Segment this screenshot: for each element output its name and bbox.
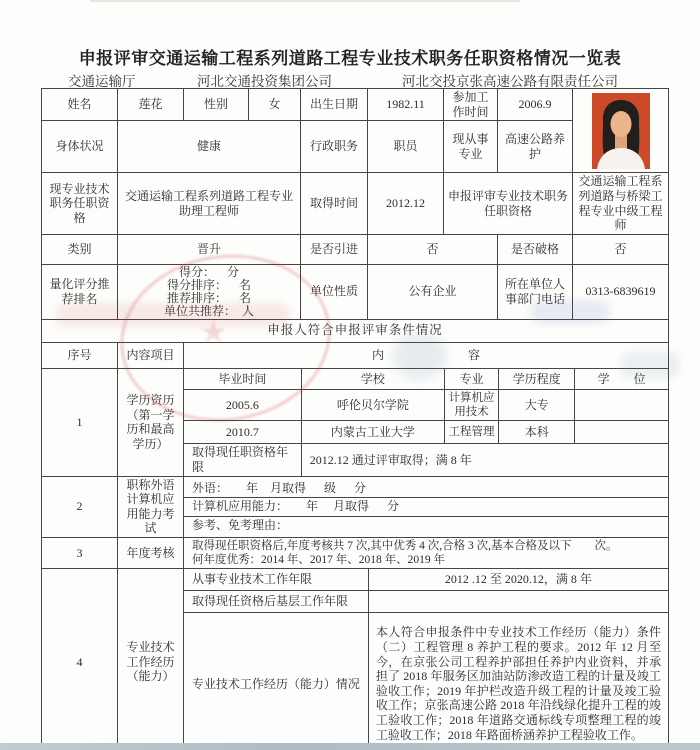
work-unit-name: 河北交投京张高速公路有限责任公司: [402, 74, 618, 89]
admin-post-label: 行政职务: [301, 121, 368, 173]
computer-ability-line: 计算机应用能力： 年 月取得 分: [184, 497, 668, 516]
content-column-header: 内 容: [184, 342, 669, 368]
item-column-header: 内容项目: [118, 342, 184, 368]
current-profession-value: 高速公路养护: [498, 121, 573, 173]
experience-label: 专业技术工作经历（能力）: [118, 569, 184, 750]
score-ranking-values: [118, 264, 301, 319]
degree-value: [575, 421, 668, 444]
gender-label: 性别: [184, 89, 249, 121]
education-subtable: [184, 369, 668, 476]
unit-recommend-line: 单位共推荐： 人: [163, 303, 254, 318]
conditions-section-title: 申报人符合申报评审条件情况: [42, 319, 669, 342]
seq-column-header: 序号: [42, 342, 118, 368]
obtain-time-value: 2012.12: [368, 173, 444, 235]
education-seq: 1: [42, 368, 118, 476]
scan-artifact-line: [90, 0, 520, 2]
obtain-time-label: 取得时间: [301, 173, 368, 235]
current-title-label: 现专业技术职务任职资格: [42, 173, 118, 235]
grad-time-header: 毕业时间: [184, 369, 301, 390]
current-title-value: 交通运输工程系列道路工程专业助理工程师: [118, 173, 301, 235]
major-value: 计算机应用技术: [445, 390, 499, 421]
birth-date-value: 1982.11: [368, 89, 444, 121]
gender-value: 女: [249, 89, 301, 121]
assessment-text: [184, 538, 669, 569]
scan-edge-strip: [0, 743, 700, 750]
assessment-seq: 3: [42, 538, 118, 569]
work-start-value: 2006.9: [498, 89, 573, 121]
id-photo-cell: [573, 89, 669, 173]
grad-time-value: 2005.6: [184, 390, 301, 421]
major-header: 专业: [445, 369, 499, 390]
health-value: 健康: [118, 121, 301, 173]
category-label: 类别: [42, 234, 118, 264]
grassroots-years-value: [368, 590, 668, 612]
education-label: 学历资历（第一学历和最高学历）: [118, 368, 184, 476]
unit-nature-label: 单位性质: [301, 264, 368, 319]
tech-years-label: 从事专业技术工作年限: [184, 569, 368, 590]
admin-post-value: 职员: [368, 121, 444, 173]
degree-level-value: 大专: [499, 390, 575, 421]
official-seal-star: ★: [200, 316, 227, 349]
birth-date-label: 出生日期: [301, 89, 368, 121]
tech-years-value: 2012 .12 至 2020.12，满 8 年: [368, 569, 668, 590]
exemption-reason-line: 参考、免考理由：: [184, 516, 668, 534]
grassroots-years-label: 取得现任资格后基层工作年限: [184, 590, 368, 612]
page-title: 申报评审交通运输工程系列道路工程专业技术职务任职资格情况一览表: [78, 49, 622, 68]
current-profession-label: 现从事专业: [444, 121, 498, 173]
name-label: 姓名: [42, 89, 118, 121]
is-exception-value: 否: [573, 234, 669, 264]
qualification-form-table: [41, 88, 669, 750]
degree-level-value: 本科: [499, 421, 575, 444]
exam-subtable: [184, 479, 668, 534]
work-start-label: 参加工作时间: [444, 89, 498, 121]
school-value: 呼伦贝尔学院: [301, 390, 444, 421]
name-value: 莲花: [118, 89, 184, 121]
assessment-label: 年度考核: [118, 538, 184, 569]
exam-label: 职称外语计算机应用能力考试: [118, 476, 184, 538]
category-value: 晋升: [118, 234, 301, 264]
experience-seq: 4: [42, 569, 118, 750]
apply-title-value: 交通运输工程系列道路与桥梁工程专业中级工程师: [573, 173, 669, 235]
major-value: 工程管理: [445, 421, 499, 444]
degree-value: [575, 390, 668, 421]
experience-detail-label: 专业技术工作经历（能力）情况: [184, 612, 368, 750]
assessment-line1: 取得现任职资格后,年度考核共 7 次,其中优秀 4 次,合格 3 次,基本合格及以下 次。: [192, 540, 618, 553]
unit-nature-value: 公有企业: [368, 264, 498, 319]
score-ranking-label: 量化评分推荐排名: [42, 264, 118, 319]
education-row: [184, 421, 668, 444]
hr-phone-value: 0313-6839619: [573, 264, 669, 319]
qualification-years-label: 取得现任职资格年限: [184, 444, 301, 476]
assessment-line2: 何年度优秀：2014 年、2017 年、2018 年、2019 年: [192, 554, 445, 567]
education-row: [184, 390, 668, 421]
is-introduced-label: 是否引进: [301, 234, 368, 264]
score-order-line: 得分排序： 名: [166, 277, 251, 292]
health-label: 身体状况: [42, 121, 118, 173]
grad-time-value: 2010.7: [184, 421, 301, 444]
school-value: 内蒙古工业大学: [301, 421, 444, 444]
foreign-language-line: 外语： 年 月取得 级 分: [184, 479, 668, 497]
is-introduced-value: 否: [368, 234, 498, 264]
portrait-photo: [592, 93, 650, 169]
apply-title-label: 申报评审专业技术职务任职资格: [444, 173, 573, 235]
is-exception-label: 是否破格: [498, 234, 573, 264]
recommend-order-line: 推荐排序： 名: [166, 290, 251, 305]
degree-header: 学 位: [575, 369, 668, 390]
hr-phone-label: 所在单位人事部门电话: [498, 264, 573, 319]
experience-subtable: [184, 569, 668, 750]
school-header: 学校: [301, 369, 444, 390]
department-name: 交通运输厅: [68, 74, 136, 89]
group-company-name: 河北交通投资集团公司: [197, 74, 332, 89]
experience-detail-text: 本人符合申报条件中专业技术工作经历（能力）条件（二）工程管理 8 养护工程的要求。2012 年 12 月至今，在京张公司工程养护部担任养护内业资料，并承担了 2018 年服务区加油站防渗改造工程的计量及竣工验收工作；2019 年护栏改造升级工程的计量及竣工验收工作；京张高速公路 2018 年沿线绿化提升工程的竣工验收工作；2018 年道路交通标线专项整理工程的竣工验收工作；2018 年路面桥涵养护工程验收工作。: [368, 612, 668, 750]
organization-line: [0, 70, 700, 88]
degree-level-header: 学历程度: [499, 369, 575, 390]
qualification-years-value: 2012.12 通过评审取得；满 8 年: [301, 444, 668, 476]
score-line: 得分： 分: [178, 264, 239, 279]
exam-seq: 2: [42, 476, 118, 538]
